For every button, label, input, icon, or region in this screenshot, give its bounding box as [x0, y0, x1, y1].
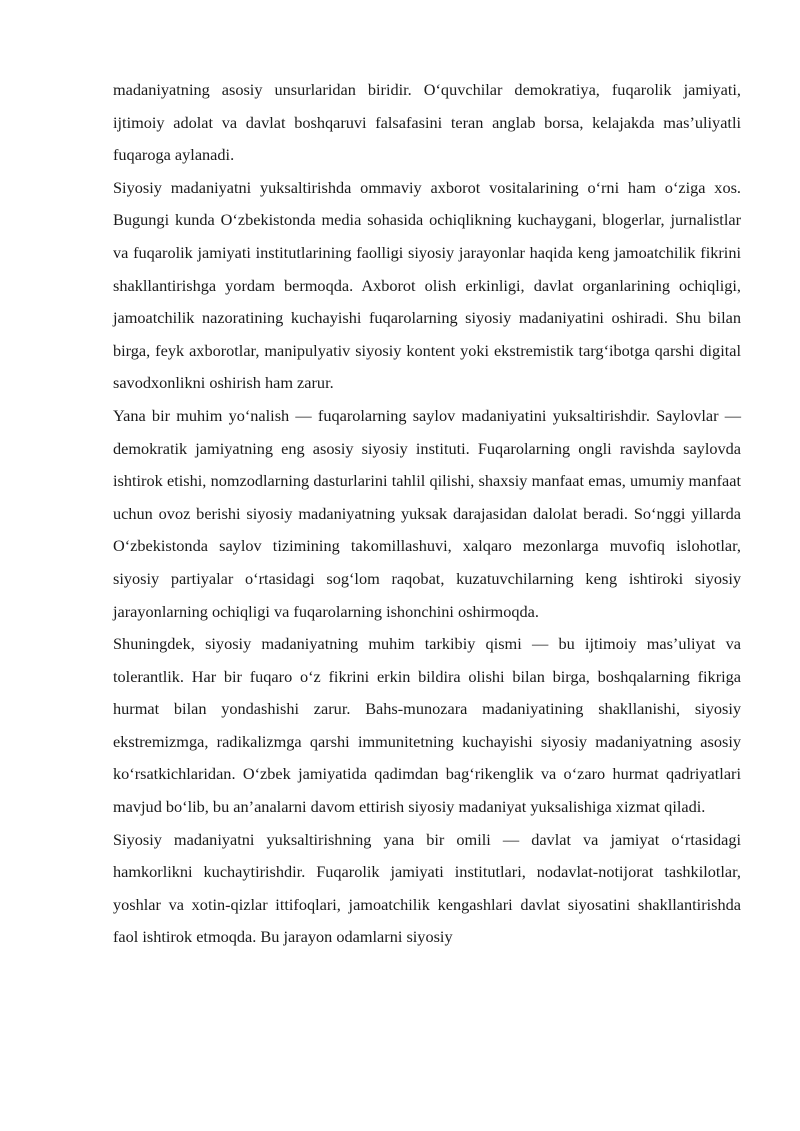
paragraph-4: Shuningdek, siyosiy madaniyatning muhim tarkibiy qismi — bu ijtimoiy mas’uliyat va tolerantlik. Har bir fuqaro o‘z fikrini erkin bildira olishi bilan birga, boshqalarning fikriga hurmat bilan yondashishi zarur. Bahs-munozara madaniyatining shakllanishi, siyosiy ekstremizmga, radikalizmga qarshi immunitetning kuchayishi siyosiy madaniyatning asosiy ko‘rsatkichlaridan. O‘zbek jamiyatida qadimdan bag‘rikenglik va o‘zaro hurmat qadriyatlari mavjud bo‘lib, bu an’analarni davom ettirish siyosiy madaniyat yuksalishiga xizmat qiladi.: [113, 634, 741, 817]
document-page: [113, 74, 741, 954]
paragraph-3: Yana bir muhim yo‘nalish — fuqarolarning saylov madaniyatini yuksaltirishdir. Saylovlar — demokratik jamiyatning eng asosiy siyosiy instituti. Fuqarolarning ongli ravishda saylovda ishtirok etishi, nomzodlarning dasturlarini tahlil qilishi, shaxsiy manfaat emas, umumiy manfaat uchun ovoz berishi siyosiy madaniyatning yuksak darajasidan dalolat beradi. So‘nggi yillarda O‘zbekistonda saylov tizimining takomillashuvi, xalqaro mezonlarga muvofiq islohotlar, siyosiy partiyalar o‘rtasidagi sog‘lom raqobat, kuzatuvchilarning keng ishtiroki siyosiy jarayonlarning ochiqligi va fuqarolarning ishonchini oshirmoqda.: [113, 405, 741, 621]
paragraph-2: Siyosiy madaniyatni yuksaltirishda ommaviy axborot vositalarining o‘rni ham o‘ziga xos. Bugungi kunda O‘zbekistonda media sohasida ochiqlikning kuchaygani, blogerlar, jurnalistlar va fuqarolik jamiyati institutlarining faolligi siyosiy jarayonlar haqida keng jamoatchilik fikrini shakllantirishga yordam bermoqda. Axborot olish erkinligi, davlat organlarining ochiqligi, jamoatchilik nazoratining kuchayishi fuqarolarning siyosiy madaniyatini oshiradi. Shu bilan birga, feyk axborotlar, manipulyativ siyosiy kontent yoki ekstremistik targ‘ibotga qarshi digital savodxonlikni oshirish ham zarur.: [113, 177, 741, 393]
paragraph-1: madaniyatning asosiy unsurlaridan biridir. O‘quvchilar demokratiya, fuqarolik jamiyati, ijtimoiy adolat va davlat boshqaruvi falsafasini teran anglab borsa, kelajakda mas’uliyatli fuqaroga aylanadi.: [113, 80, 741, 165]
paragraph-5: Siyosiy madaniyatni yuksaltirishning yana bir omili — davlat va jamiyat o‘rtasidagi hamkorlikni kuchaytirishdir. Fuqarolik jamiyati institutlari, nodavlat-notijorat tashkilotlar, yoshlar va xotin-qizlar ittifoqlari, jamoatchilik kengashlari davlat siyosatini shakllantirishda faol ishtirok etmoqda. Bu jarayon odamlarni siyosiy: [113, 829, 741, 947]
